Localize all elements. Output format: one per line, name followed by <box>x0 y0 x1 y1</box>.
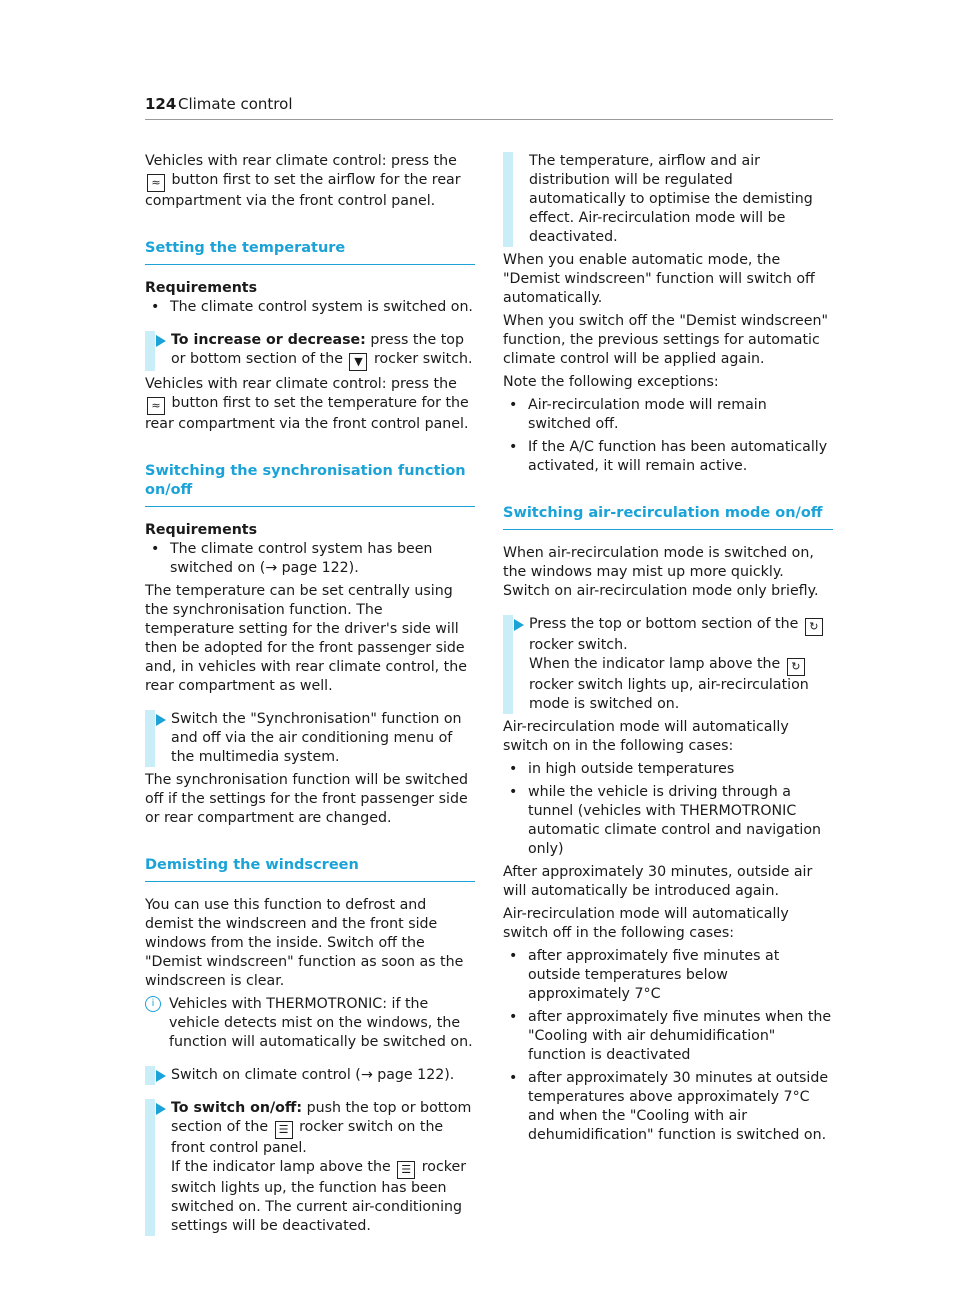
instruction-step: To increase or decrease: press the top or bottom section of the ▼ rocker switch. <box>145 331 475 371</box>
heading-synchronisation: Switching the synchronisation function on/off <box>145 462 475 507</box>
windscreen-defrost-max-icon: ☰ <box>275 1121 293 1139</box>
instruction-step: Switch on climate control (→ page 122). <box>145 1066 475 1085</box>
requirements-title: Requirements <box>145 522 258 538</box>
info-icon: i <box>145 996 161 1012</box>
list-item: • The climate control system is switched on. <box>145 298 475 317</box>
list-item: • after approximately five minutes when the "Cooling with air dehumidification" function is deactivated <box>503 1008 833 1065</box>
heading-air-recirculation: Switching air-recirculation mode on/off <box>503 504 833 530</box>
paragraph: Vehicles with rear climate control: press the ≈ button first to set the temperature for the rear compartment via the front control panel. <box>145 376 469 432</box>
list-item: • If the A/C function has been automatically activated, it will remain active. <box>503 438 833 476</box>
heading-demisting: Demisting the windscreen <box>145 856 475 882</box>
paragraph: Air-recirculation mode will automatically switch off in the following cases: <box>503 906 789 941</box>
left-column <box>145 152 475 1240</box>
paragraph: When you switch off the "Demist windscreen" function, the previous settings for automatic climate control will be applied again. <box>503 313 829 367</box>
step-arrow-icon <box>156 1070 166 1082</box>
list-item: • after approximately five minutes at outside temperatures below approximately 7°C <box>503 947 833 1004</box>
heading-setting-temperature: Setting the temperature <box>145 239 475 265</box>
paragraph: The synchronisation function will be switched off if the settings for the front passenger side or rear compartment are changed. <box>145 772 469 826</box>
intro-paragraph: Vehicles with rear climate control: press the ≈ button first to set the airflow for the rear compartment via the front control panel. <box>145 153 461 209</box>
paragraph: When you enable automatic mode, the "Demist windscreen" function will switch off automatically. <box>503 252 815 306</box>
windscreen-defrost-max-icon: ☰ <box>397 1161 415 1179</box>
rear-climate-icon: ≈ <box>147 397 165 415</box>
step-arrow-icon <box>156 714 166 726</box>
page-number: 124 <box>145 95 177 113</box>
list-item: • Air-recirculation mode will remain switched off. <box>503 396 833 434</box>
air-recirculation-icon: ↻ <box>787 658 805 676</box>
air-recirculation-icon: ↻ <box>805 618 823 636</box>
page-header <box>145 93 833 120</box>
paragraph: Note the following exceptions: <box>503 374 719 390</box>
right-column <box>503 152 833 1149</box>
paragraph: The temperature can be set centrally using the synchronisation function. The temperature setting for the driver's side will then be adopted for the front passenger side and, in vehicles with rear climate control, the rear compartment as well. <box>145 583 467 694</box>
info-note: i Vehicles with THERMOTRONIC: if the vehicle detects mist on the windows, the function will automatically be switched on. <box>145 995 475 1052</box>
list-item: • The climate control system has been switched on (→ page 122). <box>145 540 475 578</box>
paragraph: Air-recirculation mode will automatically switch on in the following cases: <box>503 719 789 754</box>
list-item: • after approximately 30 minutes at outside temperatures above approximately 7°C and when the "Cooling with air dehumidification" function is switched on. <box>503 1069 833 1145</box>
step-arrow-icon <box>156 335 166 347</box>
instruction-step: Switch the "Synchronisation" function on and off via the air conditioning menu of the multimedia system. <box>145 710 475 767</box>
instruction-step-continued: The temperature, airflow and air distribution will be regulated automatically to optimise the demisting effect. Air-recirculation mode will be deactivated. <box>503 152 833 247</box>
requirements-title: Requirements <box>145 280 258 296</box>
instruction-step: To switch on/off: push the top or bottom section of the ☰ rocker switch on the front control panel. If the indicator lamp above the ☰ rocker switch lights up, the function has been switched on. The current air-conditioning settings will be deactivated. <box>145 1099 475 1236</box>
instruction-step: Press the top or bottom section of the ↻ rocker switch. When the indicator lamp above the ↻ rocker switch lights up, air-recirculation mode is switched on. <box>503 615 833 714</box>
rear-climate-icon: ≈ <box>147 174 165 192</box>
paragraph: After approximately 30 minutes, outside air will automatically be introduced again. <box>503 864 813 899</box>
step-arrow-icon <box>514 619 524 631</box>
list-item: • in high outside temperatures <box>503 760 833 779</box>
rocker-up-down-icon: ▼ <box>349 353 367 371</box>
paragraph: You can use this function to defrost and demist the windscreen and the front side windows from the inside. Switch off the "Demist windscreen" function as soon as the windscreen is clear. <box>145 897 464 989</box>
paragraph: When air-recirculation mode is switched on, the windows may mist up more quickly. Switch on air-recirculation mode only briefly. <box>503 545 819 599</box>
list-item: • while the vehicle is driving through a tunnel (vehicles with THERMOTRONIC automatic climate control and navigation only) <box>503 783 833 859</box>
step-arrow-icon <box>156 1103 166 1115</box>
section-title: Climate control <box>178 95 293 113</box>
